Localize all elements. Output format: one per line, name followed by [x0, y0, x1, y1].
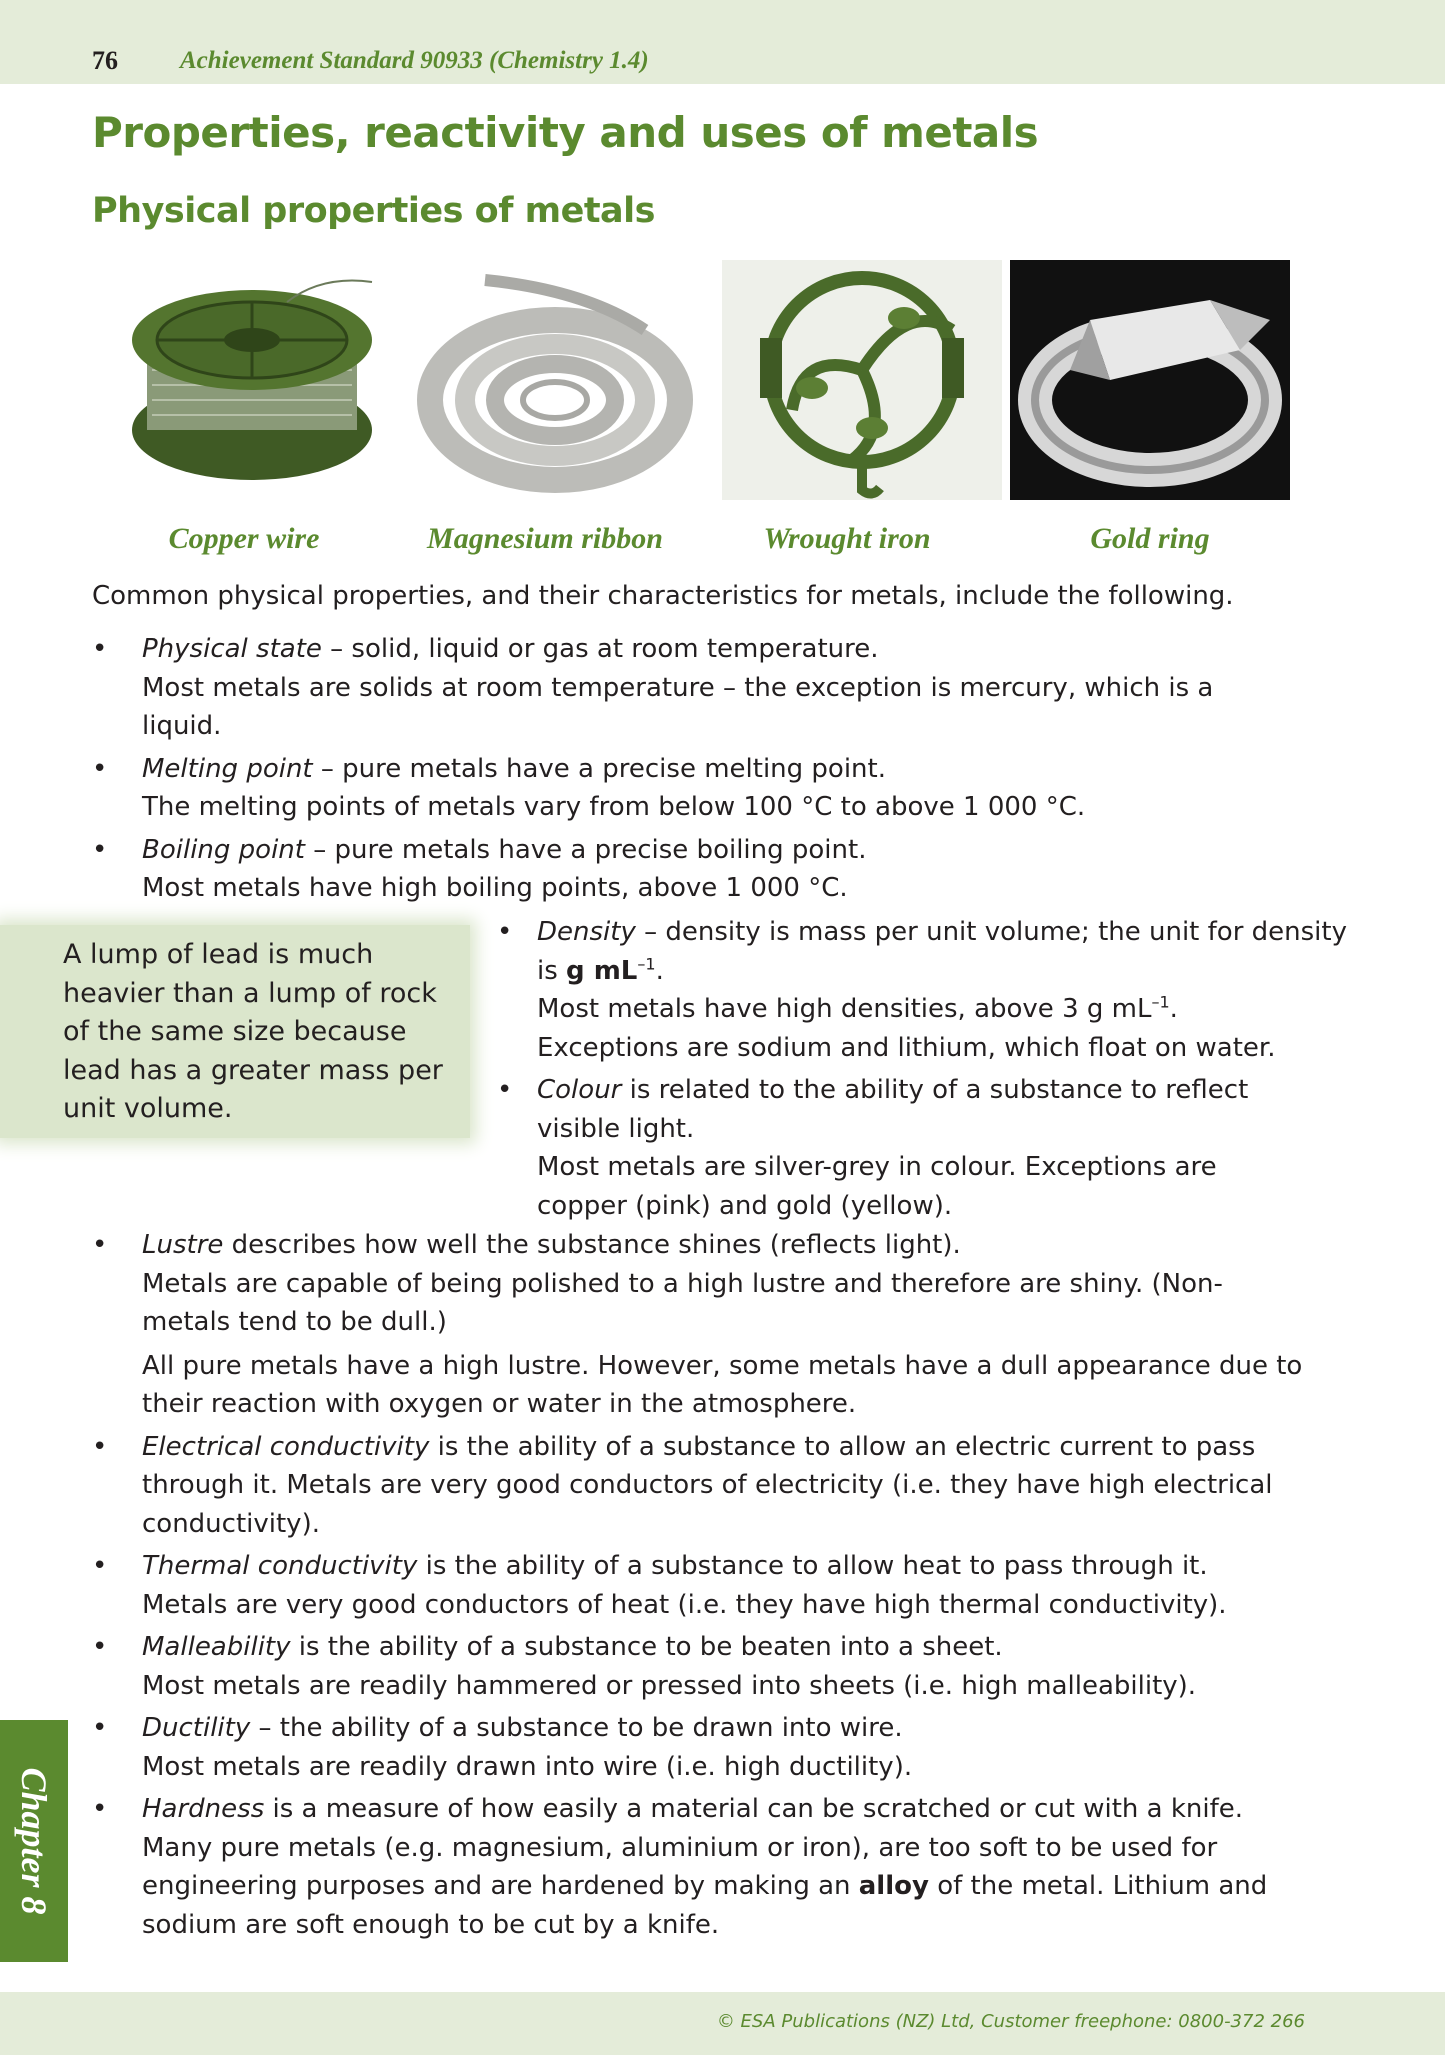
density-unit: g mL — [566, 955, 638, 986]
term: Electrical conductivity — [142, 1431, 430, 1462]
achievement-standard: Achievement Standard 90933 (Chemistry 1.4) — [180, 47, 649, 74]
detail: Many pure metals (e.g. magnesium, aluminium or iron), are too soft to be used for engineering purposes and are hardened by making an — [142, 1832, 1218, 1901]
term: Melting point — [142, 753, 313, 784]
term: Malleability — [142, 1632, 291, 1662]
term: Ductility — [142, 1713, 251, 1743]
term: Density — [537, 917, 636, 947]
bullet-list-bottom — [92, 1226, 1337, 1944]
detail: of the metal. Lithium and sodium are soft enough to be cut by a knife. — [142, 1871, 1268, 1940]
wrought-iron-ornament-photo — [722, 260, 1002, 500]
list-item — [92, 1547, 1337, 1624]
alloy-term: alloy — [858, 1871, 929, 1901]
term: Hardness — [142, 1794, 265, 1824]
definition: – density is mass per unit volume; the unit for density is — [537, 917, 1347, 986]
detail: Exceptions are sodium and lithium, which float on water. — [537, 1032, 1276, 1063]
caption-gold-ring: Gold ring — [1090, 522, 1210, 555]
chapter-label: Chapter 8 — [14, 1767, 54, 1915]
section-subtitle: Physical properties of metals — [92, 191, 655, 231]
side-note-text: A lump of lead is much heavier than a lump of rock of the same size because lead has a greater mass per unit volume. — [63, 939, 443, 1124]
caption-magnesium-ribbon: Magnesium ribbon — [427, 522, 663, 555]
detail: All pure metals have a high lustre. However, some metals have a dull appearance due to their reaction with oxygen or water in the atmosphere. — [142, 1350, 1303, 1419]
page-number: 76 — [92, 46, 118, 75]
detail: Metals are capable of being polished to a high lustre and therefore are shiny. (Non-metals tend to be dull.) — [142, 1268, 1223, 1337]
page-title: Properties, reactivity and uses of metals — [92, 108, 1039, 157]
detail: Most metals have high densities, above 3 g mL — [537, 994, 1152, 1024]
detail: Most metals are readily hammered or pressed into sheets (i.e. high malleability). — [142, 1670, 1197, 1701]
definition: is the ability of a substance to allow an electric current to pass through it. Metals are very good conductors of electricity (i.e. they have high electrical conductivity). — [142, 1431, 1273, 1539]
detail: Most metals have high boiling points, above 1 000 °C. — [142, 873, 848, 903]
definition: is related to the ability of a substance to reflect visible light. — [537, 1075, 1249, 1144]
list-item — [487, 913, 1347, 1067]
unit-exponent: –1 — [637, 953, 656, 973]
definition: – solid, liquid or gas at room temperature. — [321, 634, 879, 664]
detail: The melting points of metals vary from below 100 °C to above 1 000 °C. — [142, 792, 1086, 822]
chapter-tab — [0, 1720, 68, 1962]
footer-copyright: © ESA Publications (NZ) Ltd, Customer freephone: 0800-372 266 — [716, 2011, 1305, 2032]
term: Physical state — [142, 634, 322, 664]
list-item — [487, 1071, 1347, 1225]
copper-wire-spool-photo — [112, 260, 392, 500]
list-item — [92, 630, 1352, 746]
gold-ring-photo — [1010, 260, 1290, 500]
list-item — [92, 750, 1352, 827]
term: Lustre — [142, 1230, 224, 1260]
magnesium-ribbon-coil-photo — [415, 260, 695, 500]
list-item — [92, 1428, 1337, 1544]
list-item — [92, 1628, 1337, 1705]
definition: – pure metals have a precise melting point. — [312, 753, 886, 784]
term: Colour — [537, 1075, 622, 1105]
list-item — [92, 1226, 1337, 1424]
detail: Most metals are readily drawn into wire (i.e. high ductility). — [142, 1751, 913, 1782]
punctuation: . — [1169, 994, 1178, 1024]
list-item — [92, 1709, 1337, 1786]
definition: describes how well the substance shines (reflects light). — [223, 1230, 961, 1260]
bullet-list-top — [92, 630, 1352, 908]
definition: is the ability of a substance to be beaten into a sheet. — [290, 1632, 1003, 1662]
unit-exponent: –1 — [1151, 992, 1170, 1012]
term: Boiling point — [142, 834, 305, 865]
term: Thermal conductivity — [142, 1551, 418, 1581]
list-item — [92, 1790, 1337, 1944]
detail: Most metals are solids at room temperature – the exception is mercury, which is a liquid. — [142, 672, 1214, 741]
definition: – pure metals have a precise boiling point. — [304, 834, 867, 865]
bullet-list-indented — [487, 913, 1347, 1225]
caption-wrought-iron: Wrought iron — [763, 522, 931, 555]
caption-copper-wire: Copper wire — [168, 522, 320, 555]
definition: – the ability of a substance to be drawn into wire. — [250, 1713, 903, 1743]
definition: is the ability of a substance to allow heat to pass through it. — [417, 1551, 1208, 1581]
detail: Metals are very good conductors of heat (i.e. they have high thermal conductivity). — [142, 1589, 1227, 1620]
list-item — [92, 831, 1352, 908]
detail: Most metals are silver-grey in colour. Exceptions are copper (pink) and gold (yellow). — [537, 1152, 1217, 1221]
definition: is a measure of how easily a material can be scratched or cut with a knife. — [264, 1794, 1244, 1824]
intro-paragraph: Common physical properties, and their characteristics for metals, include the following. — [92, 581, 1234, 611]
punctuation: . — [655, 955, 664, 986]
